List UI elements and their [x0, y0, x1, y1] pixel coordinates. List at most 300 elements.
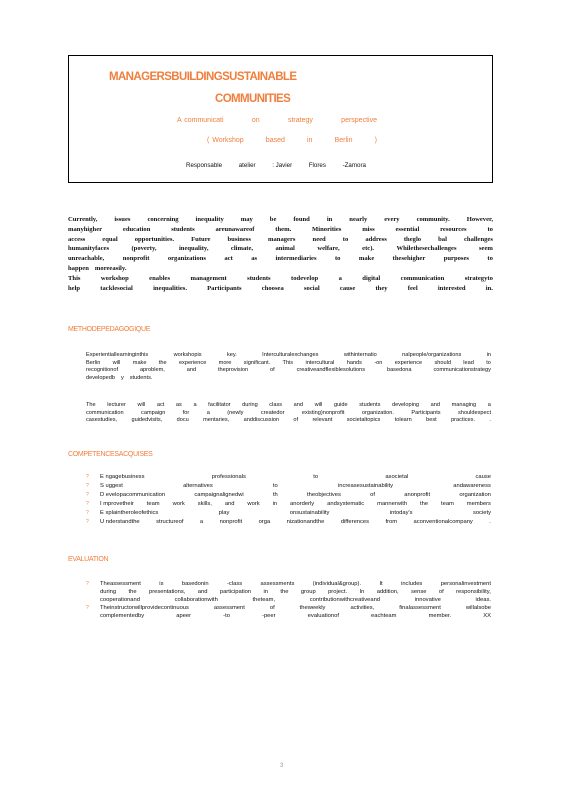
word: activities,	[350, 605, 375, 611]
word: (poverty,	[131, 245, 157, 253]
bullet-icon: ?	[86, 483, 89, 489]
word: found	[293, 216, 310, 223]
word: shouldexpect	[458, 409, 491, 416]
word: purposes	[443, 255, 469, 263]
word: This	[282, 359, 294, 366]
word: aconventionalcompany	[413, 519, 473, 525]
word: in	[307, 137, 313, 144]
word: thesehigher	[392, 255, 426, 263]
word: Berlin	[86, 359, 101, 366]
word: on	[251, 117, 260, 124]
word: hands	[346, 359, 362, 366]
word: tacklesocial	[100, 284, 133, 292]
word: in	[486, 352, 491, 358]
word: XX	[483, 613, 491, 619]
intro-paragraph	[68, 215, 493, 293]
word: resources	[440, 225, 467, 233]
word: students	[359, 402, 381, 408]
word: Flores	[308, 162, 326, 169]
word: : Javier	[272, 162, 293, 169]
word: in	[326, 216, 333, 223]
word: intoday's	[389, 510, 413, 516]
word: managers	[268, 235, 296, 243]
word: nalpeople/organizations	[402, 352, 462, 358]
list-item-text	[100, 518, 491, 527]
word: education	[122, 225, 151, 233]
word: a	[199, 519, 204, 525]
word: createdor	[260, 409, 285, 416]
word: complementedby	[100, 613, 145, 619]
word: management	[190, 274, 227, 282]
word: to	[272, 483, 278, 489]
word: the	[128, 589, 137, 595]
word: Future	[191, 235, 211, 243]
word: to	[342, 235, 349, 243]
word: sense	[411, 589, 427, 595]
word: Participants	[411, 409, 441, 416]
word: creativeandflexiblesolutions	[296, 367, 366, 374]
word: theweekly	[299, 605, 326, 611]
word: Whilethesechallenges	[396, 245, 457, 253]
word: theteam,	[252, 597, 276, 603]
word: based	[265, 137, 285, 144]
word: ( Workshop	[207, 137, 244, 144]
text-line	[68, 235, 493, 245]
word: will	[137, 402, 146, 408]
word: responsibility,	[456, 589, 491, 595]
list-item	[86, 482, 491, 491]
word: The	[86, 402, 96, 408]
list-item-text	[100, 482, 491, 491]
word: ideas.	[475, 597, 491, 603]
word: professionals	[211, 474, 246, 480]
word: digital	[362, 274, 381, 282]
list-item-text	[100, 596, 491, 604]
word: essential	[395, 225, 420, 233]
word: and	[186, 367, 197, 374]
word: strategyto	[464, 274, 493, 282]
word: of	[293, 417, 299, 424]
list-item	[86, 509, 491, 518]
word: organization	[459, 492, 491, 498]
section-heading-methode: METHODEPEDAGOGIQUE	[68, 326, 151, 333]
word: organizations	[167, 255, 206, 263]
word: as	[251, 255, 258, 263]
word: -peer	[262, 613, 276, 619]
word: member.	[428, 613, 452, 619]
bullet-icon: ?	[86, 605, 89, 611]
title-box	[68, 55, 493, 183]
word: developing	[391, 402, 420, 408]
subtitle-line-2	[207, 137, 377, 144]
word: This	[68, 274, 81, 282]
list-item-text	[100, 500, 491, 509]
word: make	[132, 359, 147, 366]
word: Theassessment	[100, 581, 141, 587]
word: includes	[401, 581, 423, 587]
word: group	[300, 589, 316, 595]
word: existing)nonprofit	[301, 409, 345, 416]
word: of	[438, 589, 444, 595]
word: perspective	[341, 117, 377, 124]
list-item-text	[100, 491, 491, 500]
word: -on	[374, 359, 383, 366]
word: cause	[475, 474, 491, 480]
word: eachteam	[371, 613, 397, 619]
word: to	[486, 359, 491, 366]
word: inequality,	[178, 245, 209, 253]
word: nearly	[349, 216, 368, 223]
word: and	[224, 501, 235, 507]
word: communication	[400, 274, 445, 282]
word: -Zamora	[342, 162, 366, 169]
text-line	[86, 402, 491, 410]
word: students.	[129, 374, 153, 381]
word: climate,	[230, 245, 254, 253]
word: aproblem,	[139, 367, 165, 374]
word: play	[218, 510, 230, 516]
bullet-icon: ?	[86, 492, 89, 498]
subtitle-line-1	[177, 117, 377, 124]
word: a	[193, 402, 197, 408]
word: of	[370, 492, 375, 498]
text-line	[68, 254, 493, 264]
word: students	[171, 225, 195, 233]
word: communicationstrategy	[433, 367, 491, 374]
word: project.	[328, 589, 348, 595]
word: class	[269, 402, 283, 408]
word: theprovision	[217, 367, 249, 374]
list-item-text	[100, 588, 491, 596]
text-line	[86, 375, 491, 383]
word: th	[272, 492, 278, 498]
word: campaign	[141, 409, 166, 416]
word: humanityfaces	[68, 245, 110, 253]
word: seem	[478, 245, 493, 253]
word: miss	[362, 225, 375, 233]
word: theobjectives	[307, 492, 341, 498]
list-item	[86, 500, 491, 509]
word: strategy	[287, 117, 313, 124]
text-line	[86, 367, 491, 375]
word: docu	[176, 417, 189, 424]
list-item-text	[100, 509, 491, 518]
word: equal	[102, 235, 118, 243]
word: happen	[68, 264, 89, 272]
word: and	[430, 402, 440, 408]
word: society	[472, 510, 491, 516]
word: in.	[485, 284, 493, 292]
word: students	[247, 274, 271, 282]
word: and	[197, 589, 208, 595]
word: (individual&group).	[312, 581, 362, 587]
word: E xplaintheroleofethics	[100, 510, 159, 516]
word: welfare,	[317, 245, 340, 253]
word: them.	[275, 225, 292, 233]
word: S uggest	[100, 483, 123, 489]
word: atelier	[238, 162, 256, 169]
word: differences	[340, 519, 370, 525]
bullet-icon: ?	[86, 519, 89, 525]
word: casestudies,	[86, 417, 118, 424]
word: mannerwith	[377, 501, 408, 507]
word: andsystematic	[327, 501, 365, 507]
word: work	[172, 501, 185, 507]
word: Responsable	[186, 162, 223, 169]
word: cause	[339, 284, 356, 292]
list-item	[86, 588, 491, 596]
word: Berlin	[334, 137, 353, 144]
word: nizationandthe	[286, 519, 325, 525]
word: societaltopics	[346, 417, 381, 424]
word: address	[365, 235, 387, 243]
bullet-icon: ?	[86, 501, 89, 507]
word: skills,	[197, 501, 212, 507]
text-line	[68, 244, 493, 254]
word: contributionwithcreativeand	[309, 597, 381, 603]
text-line	[68, 264, 493, 274]
word: from	[385, 519, 398, 525]
word: act	[224, 255, 233, 263]
word: lead	[463, 359, 474, 366]
word: Interculturalexchanges	[262, 352, 319, 358]
word: manyhigher	[68, 225, 103, 233]
word: feel	[407, 284, 418, 292]
word: intermediaries	[275, 255, 317, 263]
word: addition,	[376, 589, 399, 595]
word: presentations,	[148, 589, 186, 595]
word: asocietal	[385, 474, 409, 480]
word: guidedvisits,	[131, 417, 163, 424]
word: A communicati	[177, 117, 224, 124]
word: issues	[114, 216, 131, 223]
word: for	[182, 409, 190, 416]
word: increasesustainability	[337, 483, 394, 489]
word: the	[280, 589, 289, 595]
word: a	[338, 274, 342, 282]
word: significant.	[243, 359, 271, 366]
word: act	[156, 402, 165, 408]
word: -class	[227, 581, 243, 587]
word: a	[206, 409, 210, 416]
word: enables	[149, 274, 171, 282]
bullet-icon: ?	[86, 474, 89, 480]
word: guide	[333, 402, 348, 408]
word: nonprofit	[219, 519, 243, 525]
page-number: 3	[280, 763, 284, 769]
word: will	[112, 359, 121, 366]
text-line	[86, 352, 491, 360]
word: social	[303, 284, 320, 292]
word: willalsobe	[465, 605, 491, 611]
title-line-1: MANAGERSBUILDINGSUSTAINABLE	[109, 71, 297, 83]
word: D evelopacommunication	[100, 492, 166, 498]
word: It	[379, 581, 383, 587]
responsible-line	[186, 162, 366, 169]
word: choosea	[261, 284, 284, 292]
word: unreachable,	[68, 255, 105, 263]
word: .	[489, 417, 491, 424]
bullet-icon: ?	[86, 581, 89, 587]
word: Participants	[207, 284, 242, 292]
competences-list	[86, 473, 491, 527]
word: make	[358, 255, 375, 263]
word: evaluationof	[307, 613, 339, 619]
word: every	[384, 216, 400, 223]
list-item-text	[100, 473, 491, 482]
word: opportunities.	[134, 235, 175, 243]
word: practices.	[451, 417, 475, 424]
word: E ngagebusiness	[100, 474, 145, 480]
word: .	[489, 519, 491, 525]
word: anonprofit	[404, 492, 431, 498]
word: team	[440, 501, 454, 507]
word: team	[146, 501, 160, 507]
word: is	[159, 581, 164, 587]
section-heading-evaluation: EVALUATION	[68, 556, 109, 563]
word: Theinstructorwillprovidecontinuous	[100, 605, 189, 611]
word: apeer	[176, 613, 192, 619]
word: work	[247, 501, 260, 507]
text-line	[68, 284, 493, 294]
word: managing	[451, 402, 477, 408]
word: andawareness	[453, 483, 491, 489]
word: in	[263, 589, 269, 595]
word: facilitator	[208, 402, 231, 408]
word: assessments	[260, 581, 295, 587]
word: of	[269, 605, 275, 611]
word: as	[175, 402, 182, 408]
word: moreeasily.	[94, 264, 127, 272]
word: In	[359, 589, 365, 595]
word: during	[100, 589, 117, 595]
word: developedb	[86, 374, 115, 381]
word: challenges	[463, 235, 493, 243]
list-item	[86, 612, 491, 620]
word: recognitionof	[86, 367, 119, 374]
word: experience	[178, 359, 207, 366]
word: the	[158, 359, 167, 366]
word: a	[487, 402, 491, 408]
word: the	[420, 501, 429, 507]
text-line	[68, 274, 493, 284]
word: I mprovetheir	[100, 501, 134, 507]
word: )	[374, 137, 377, 144]
word: to	[487, 255, 493, 263]
word: mentaries,	[203, 417, 230, 424]
list-item	[86, 473, 491, 482]
list-item	[86, 518, 491, 527]
word: tolearn	[394, 417, 412, 424]
word: to	[334, 255, 341, 263]
word: experience	[394, 359, 423, 366]
list-item	[86, 604, 491, 612]
methode-paragraph-1	[86, 352, 491, 382]
word: during	[242, 402, 258, 408]
word: inequalities.	[153, 284, 187, 292]
evaluation-list	[86, 580, 491, 620]
word: However,	[466, 216, 493, 223]
list-item	[86, 596, 491, 604]
text-line	[86, 410, 491, 418]
list-item	[86, 580, 491, 588]
word: be	[269, 216, 277, 223]
word: Experientiallearninginthis	[86, 352, 149, 358]
word: Minorities	[312, 225, 342, 233]
word: interested	[437, 284, 466, 292]
word: will	[314, 402, 323, 408]
word: Currently,	[68, 216, 98, 223]
word: access	[68, 235, 86, 243]
word: orga	[258, 519, 271, 525]
word: of	[270, 367, 275, 374]
word: to	[487, 225, 493, 233]
bullet-icon: ?	[86, 510, 89, 516]
word: inequality	[195, 216, 224, 223]
word: structureof	[156, 519, 184, 525]
word: onsustainability	[289, 510, 330, 516]
word: bal	[438, 235, 447, 243]
word: participation	[219, 589, 252, 595]
word: basedonin	[181, 581, 209, 587]
word: intercultural	[305, 359, 335, 366]
word: personalinvestment	[440, 581, 491, 587]
word: collaborationwith	[174, 597, 218, 603]
word: -to	[223, 613, 230, 619]
word: they	[375, 284, 388, 292]
word: best	[426, 417, 437, 424]
word: workshop	[100, 274, 129, 282]
word: areunawareof	[215, 225, 255, 233]
word: workshopis	[173, 352, 202, 358]
word: may	[240, 216, 253, 223]
word: nonprofit	[122, 255, 150, 263]
word: cooperationand	[100, 597, 140, 603]
word: withinternatio	[343, 352, 377, 358]
word: (newly	[227, 409, 244, 416]
word: members	[466, 501, 491, 507]
word: innovative	[414, 597, 441, 603]
title-line-2: COMMUNITIES	[215, 93, 291, 105]
word: finalassessment	[399, 605, 441, 611]
word: y	[120, 374, 124, 381]
word: todevelop	[291, 274, 319, 282]
text-line	[68, 225, 493, 235]
word: etc).	[362, 245, 375, 253]
word: organization.	[361, 409, 394, 416]
word: animal	[275, 245, 295, 253]
word: relevant	[312, 417, 333, 424]
word: anddiscussion	[243, 417, 280, 424]
word: basedona	[386, 367, 412, 374]
word: alternatives	[183, 483, 213, 489]
text-line	[68, 215, 493, 225]
word: assessment	[213, 605, 245, 611]
word: U nderstandthe	[100, 519, 140, 525]
text-line	[86, 360, 491, 368]
word: communication	[86, 409, 124, 416]
word: key.	[226, 352, 237, 358]
word: lecturer	[107, 402, 126, 408]
word: help	[68, 284, 81, 292]
text-line	[86, 417, 491, 425]
word: to	[313, 474, 319, 480]
list-item-text	[100, 604, 491, 612]
word: more	[218, 359, 232, 366]
list-item	[86, 491, 491, 500]
word: in	[272, 501, 278, 507]
methode-paragraph-2	[86, 402, 491, 425]
